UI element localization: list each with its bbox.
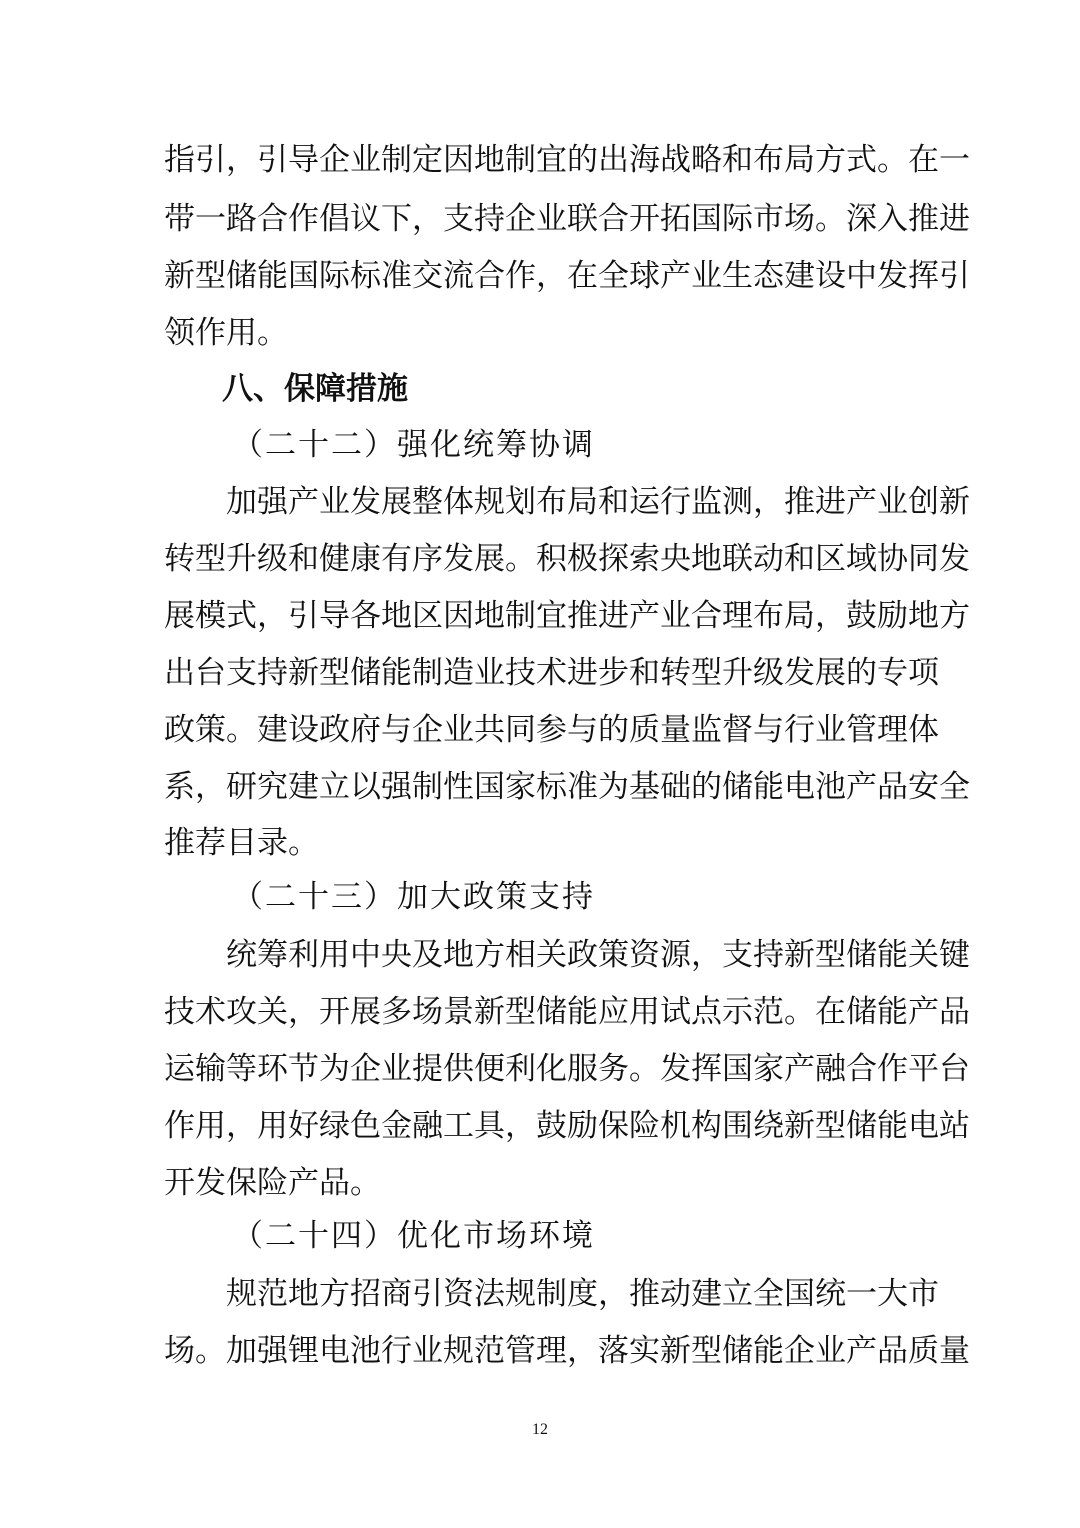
body-text-line: 政策。建设政府与企业共同参与的质量监督与行业管理体 [164, 712, 939, 748]
body-text-line: 指引，引导企业制定因地制宜的出海战略和布局方式。在一 [164, 142, 970, 178]
body-text-line: 展模式，引导各地区因地制宜推进产业合理布局，鼓励地方 [164, 598, 970, 634]
section-heading: 八、保障措施 [222, 371, 408, 407]
subsection-heading: （二十三）加大政策支持 [232, 879, 595, 915]
body-text-line: 开发保险产品。 [164, 1165, 381, 1201]
body-text-line: 规范地方招商引资法规制度，推动建立全国统一大市 [226, 1276, 939, 1312]
body-text-line: 运输等环节为企业提供便利化服务。发挥国家产融合作平台 [164, 1051, 970, 1087]
subsection-heading: （二十四）优化市场环境 [232, 1218, 595, 1254]
body-text-line: 转型升级和健康有序发展。积极探索央地联动和区域协同发 [164, 541, 970, 577]
body-text-line: 带一路合作倡议下，支持企业联合开拓国际市场。深入推进 [164, 201, 970, 237]
body-text-line: 作用，用好绿色金融工具，鼓励保险机构围绕新型储能电站 [164, 1108, 970, 1144]
body-text-line: 场。加强锂电池行业规范管理，落实新型储能企业产品质量 [164, 1333, 970, 1369]
body-text-line: 统筹利用中央及地方相关政策资源，支持新型储能关键 [226, 937, 970, 973]
body-text-line: 系，研究建立以强制性国家标准为基础的储能电池产品安全 [164, 769, 970, 805]
body-text-line: 加强产业发展整体规划布局和运行监测，推进产业创新 [226, 484, 970, 520]
body-text-line: 推荐目录。 [164, 825, 319, 861]
page-number: 12 [532, 1421, 548, 1438]
body-text-line: 技术攻关，开展多场景新型储能应用试点示范。在储能产品 [164, 994, 970, 1030]
body-text-line: 出台支持新型储能制造业技术进步和转型升级发展的专项 [164, 655, 939, 691]
body-text-line: 新型储能国际标准交流合作，在全球产业生态建设中发挥引 [164, 258, 970, 294]
body-text-line: 领作用。 [164, 315, 288, 351]
subsection-heading: （二十二）强化统筹协调 [232, 427, 595, 463]
